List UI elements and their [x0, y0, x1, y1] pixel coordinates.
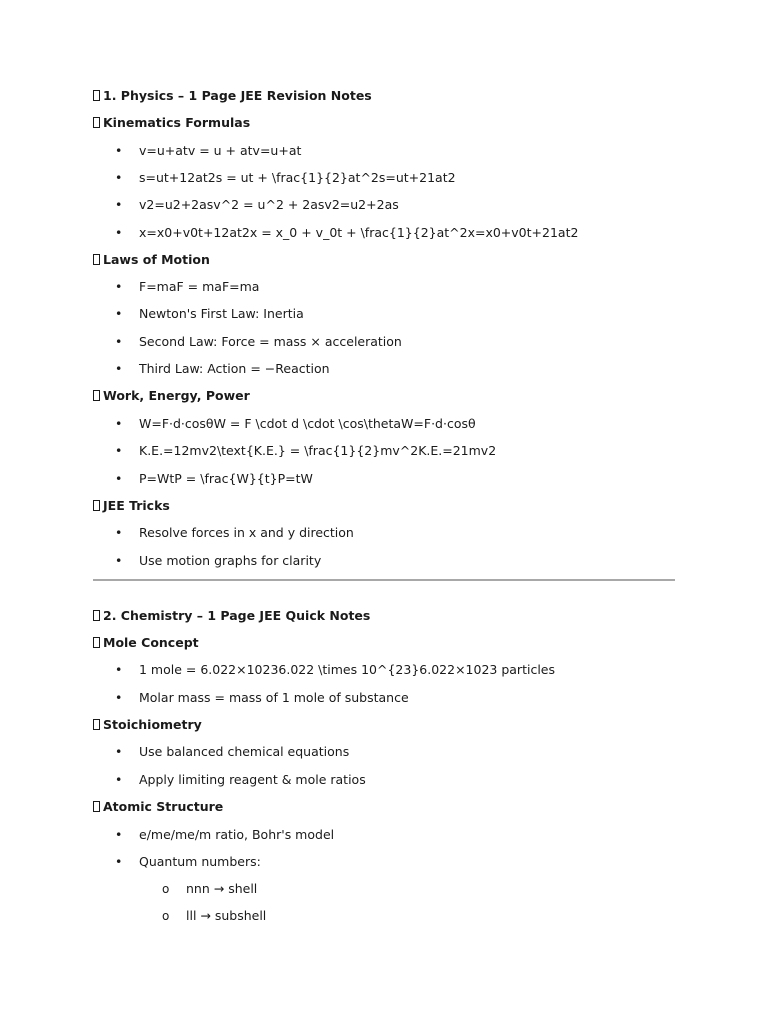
bullet-marker: • — [115, 662, 123, 677]
list-item: v=u+atv = u + atv=u+at — [139, 143, 302, 158]
missing-glyph-icon — [93, 390, 100, 401]
bullet-marker: • — [115, 170, 123, 185]
sub-list-item: lll → subshell — [186, 908, 267, 923]
list-item: W=F·d·cosθW = F \cdot d \cdot \cos\thetaW=F·d·cosθ — [139, 416, 476, 431]
list-item: Apply limiting reagent & mole ratios — [139, 772, 366, 787]
bullet-marker: • — [115, 225, 123, 240]
list-item: P=WtP = \frac{W}{t}P=tW — [139, 471, 313, 486]
section-heading-chemistry: 2. Chemistry – 1 Page JEE Quick Notes — [93, 608, 370, 624]
bullet-marker: • — [115, 443, 123, 458]
bullet-marker: • — [115, 143, 123, 158]
list-item: Use motion graphs for clarity — [139, 553, 322, 568]
sub-list-item: nnn → shell — [186, 881, 258, 896]
bullet-marker: • — [115, 361, 123, 376]
list-item: Second Law: Force = mass × acceleration — [139, 334, 402, 349]
bullet-marker: • — [115, 553, 123, 568]
missing-glyph-icon — [93, 254, 100, 265]
subheading-laws-of-motion: Laws of Motion — [93, 252, 210, 268]
list-item: Molar mass = mass of 1 mole of substance — [139, 690, 409, 705]
missing-glyph-icon — [93, 117, 100, 128]
subheading-stoichiometry: Stoichiometry — [93, 717, 202, 733]
missing-glyph-icon — [93, 500, 100, 511]
subheading-atomic-structure: Atomic Structure — [93, 799, 223, 815]
missing-glyph-icon — [93, 801, 100, 812]
list-item: Third Law: Action = −Reaction — [139, 361, 330, 376]
bullet-marker: • — [115, 279, 123, 294]
section-heading-physics: 1. Physics – 1 Page JEE Revision Notes — [93, 88, 372, 104]
missing-glyph-icon — [93, 719, 100, 730]
missing-glyph-icon — [93, 637, 100, 648]
subbullet-marker: o — [162, 909, 170, 923]
list-item: Newton's First Law: Inertia — [139, 306, 304, 321]
list-item: Use balanced chemical equations — [139, 744, 350, 759]
bullet-marker: • — [115, 827, 123, 842]
list-item: x=x0+v0t+12at2x = x_0 + v_0t + \frac{1}{2}at^2x=x0+v0t+21at2 — [139, 225, 579, 240]
bullet-marker: • — [115, 197, 123, 212]
subbullet-marker: o — [162, 882, 170, 896]
bullet-marker: • — [115, 471, 123, 486]
list-item: Quantum numbers: — [139, 854, 261, 869]
subheading-mole-concept: Mole Concept — [93, 635, 199, 651]
subheading-jee-tricks: JEE Tricks — [93, 498, 170, 514]
list-item: Resolve forces in x and y direction — [139, 525, 354, 540]
list-item: s=ut+12at2s = ut + \frac{1}{2}at^2s=ut+21at2 — [139, 170, 456, 185]
list-item: F=maF = maF=ma — [139, 279, 260, 294]
bullet-marker: • — [115, 772, 123, 787]
subheading-kinematics: Kinematics Formulas — [93, 115, 250, 131]
subheading-work-energy-power: Work, Energy, Power — [93, 388, 250, 404]
bullet-marker: • — [115, 744, 123, 759]
bullet-marker: • — [115, 854, 123, 869]
missing-glyph-icon — [93, 610, 100, 621]
list-item: v2=u2+2asv^2 = u^2 + 2asv2=u2+2as — [139, 197, 399, 212]
bullet-marker: • — [115, 525, 123, 540]
bullet-marker: • — [115, 416, 123, 431]
bullet-marker: • — [115, 690, 123, 705]
horizontal-divider — [93, 579, 675, 581]
list-item: K.E.=12mv2\text{K.E.} = \frac{1}{2}mv^2K.E.=21mv2 — [139, 443, 497, 458]
list-item: 1 mole = 6.022×10236.022 \times 10^{23}6.022×1023 particles — [139, 662, 555, 677]
list-item: e/me/me/m ratio, Bohr's model — [139, 827, 335, 842]
bullet-marker: • — [115, 334, 123, 349]
missing-glyph-icon — [93, 90, 100, 101]
bullet-marker: • — [115, 306, 123, 321]
